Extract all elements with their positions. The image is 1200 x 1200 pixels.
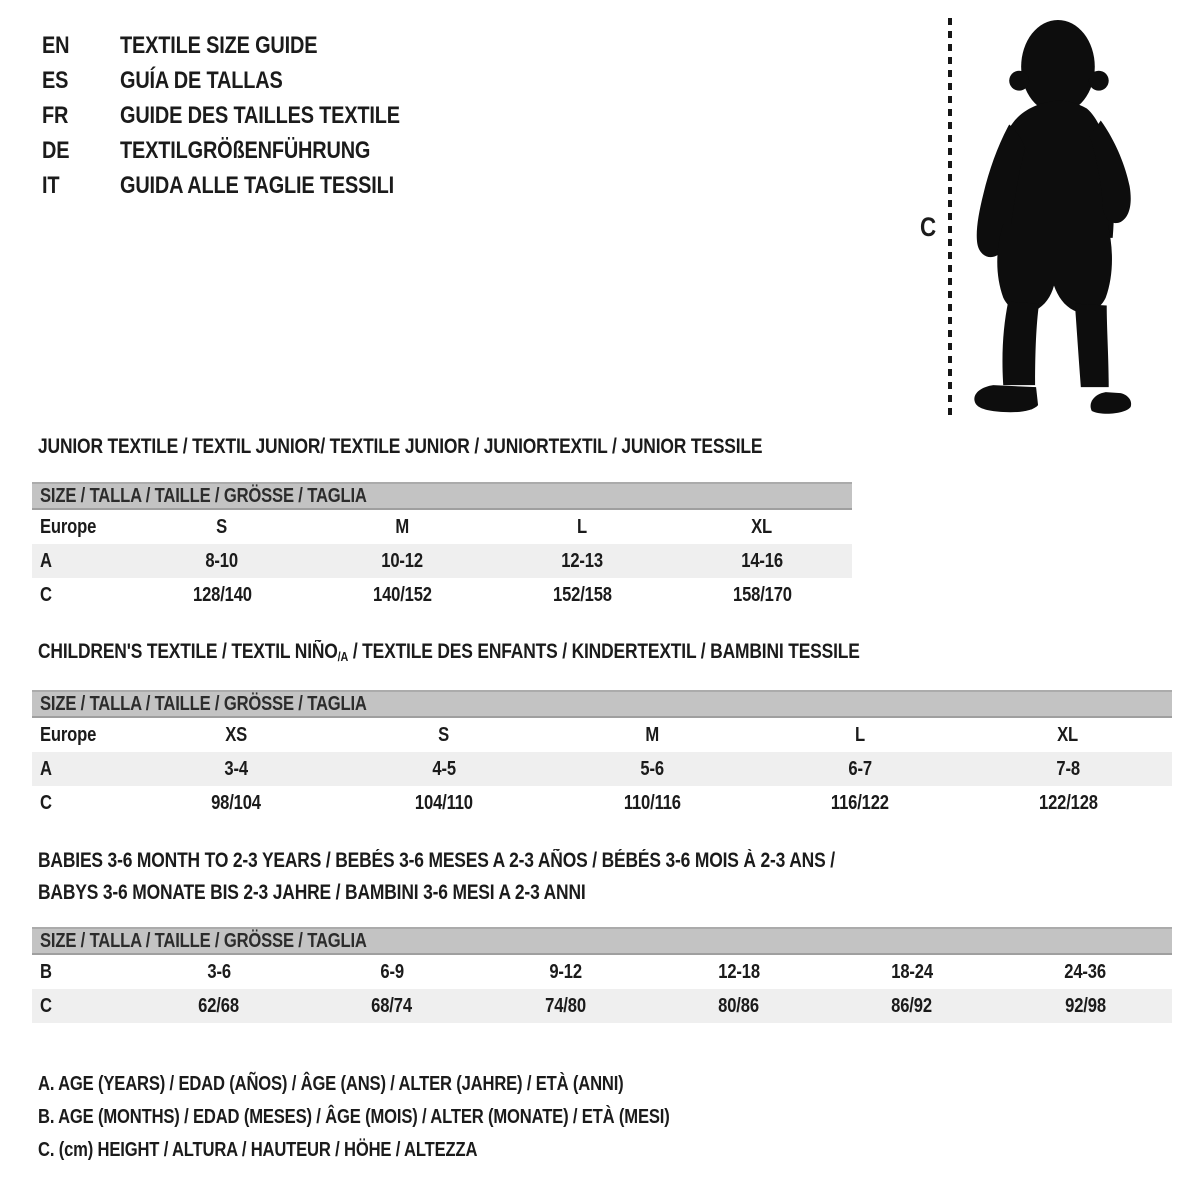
babies-size-header-label: SIZE / TALLA / TAILLE / GRÖSSE / TAGLIA <box>40 930 367 952</box>
children-row-europe-label: Europe <box>40 723 97 746</box>
children-row-height-label: C <box>40 791 52 814</box>
children-section-title-text <box>38 641 860 665</box>
children-age-l: 6-7 <box>848 757 872 780</box>
babies-height-5: 86/92 <box>891 994 933 1017</box>
children-row-age-label: A <box>40 757 52 780</box>
language-row-en <box>42 28 457 63</box>
children-size-s: S <box>438 723 450 746</box>
junior-size-header-label: SIZE / TALLA / TAILLE / GRÖSSE / TAGLIA <box>40 485 367 507</box>
children-size-l: L <box>855 723 865 746</box>
junior-size-s: S <box>216 515 228 538</box>
guide-title-es: GUÍA DE TALLAS <box>120 67 283 94</box>
babies-size-table <box>32 927 1172 1023</box>
children-title-sub: /A <box>337 649 349 664</box>
junior-size-table-header-bar <box>32 482 852 510</box>
junior-size-l: L <box>577 515 587 538</box>
children-height-xs: 98/104 <box>211 791 261 814</box>
babies-months-2: 6-9 <box>380 960 404 983</box>
language-code-it: IT <box>42 172 60 199</box>
language-row-fr <box>42 98 457 133</box>
children-age-s: 4-5 <box>432 757 456 780</box>
children-size-xl: XL <box>1057 723 1079 746</box>
language-title-list <box>42 28 457 203</box>
children-size-m: M <box>645 723 659 746</box>
children-size-table-header-bar <box>32 690 1172 718</box>
children-height-xl: 122/128 <box>1038 791 1098 814</box>
babies-row-months <box>32 955 1172 989</box>
guide-title-fr: GUIDE DES TAILLES TEXTILE <box>120 102 400 129</box>
junior-row-europe-label: Europe <box>40 515 97 538</box>
babies-months-4: 12-18 <box>717 960 760 983</box>
babies-row-height <box>32 989 1172 1023</box>
height-measure-label: C <box>920 212 937 242</box>
babies-height-3: 74/80 <box>544 994 586 1017</box>
height-measure-dashed-line <box>948 18 952 415</box>
babies-height-1: 62/68 <box>198 994 240 1017</box>
junior-row-height-label: C <box>40 583 52 606</box>
legend-height-cm: C. (cm) HEIGHT / ALTURA / HAUTEUR / HÖHE / ALTEZZA <box>38 1139 478 1161</box>
children-table <box>32 718 1172 820</box>
guide-title-en: TEXTILE SIZE GUIDE <box>120 32 318 59</box>
guide-title-it: GUIDA ALLE TAGLIE TESSILI <box>120 172 395 199</box>
junior-size-table <box>32 482 852 612</box>
babies-height-2: 68/74 <box>371 994 413 1017</box>
children-size-table <box>32 690 1172 820</box>
guide-title-de: TEXTILGRÖßENFÜHRUNG <box>120 137 371 164</box>
babies-months-5: 18-24 <box>891 960 933 983</box>
babies-title-line1: BABIES 3-6 MONTH TO 2-3 YEARS / BEBÉS 3-6 MESES A 2-3 AÑOS / BÉBÉS 3-6 MOIS À 2-3 ANS / <box>38 849 835 872</box>
language-code-fr: FR <box>42 102 69 129</box>
measurement-legend <box>38 1068 799 1167</box>
babies-months-1: 3-6 <box>206 960 231 983</box>
children-height-m: 110/116 <box>623 791 681 814</box>
junior-age-l: 12-13 <box>561 549 603 572</box>
toddler-head <box>1021 20 1095 114</box>
children-age-xl: 7-8 <box>1056 757 1080 780</box>
junior-row-height <box>32 578 852 612</box>
junior-age-xl: 14-16 <box>741 549 783 572</box>
children-section-title <box>38 641 1028 665</box>
babies-height-4: 80/86 <box>718 994 760 1017</box>
junior-row-age <box>32 544 852 578</box>
children-size-header-label: SIZE / TALLA / TAILLE / GRÖSSE / TAGLIA <box>40 693 367 715</box>
children-title-prefix: CHILDREN'S TEXTILE / TEXTIL NIÑO <box>38 640 338 663</box>
babies-title-line2: BABYS 3-6 MONATE BIS 2-3 JAHRE / BAMBINI 3-6 MESI A 2-3 ANNI <box>38 881 586 904</box>
junior-section-title-text: JUNIOR TEXTILE / TEXTIL JUNIOR/ TEXTILE JUNIOR / JUNIORTEXTIL / JUNIOR TESSILE <box>38 435 763 458</box>
language-code-de: DE <box>42 137 70 164</box>
children-row-height <box>32 786 1172 820</box>
babies-months-6: 24-36 <box>1064 960 1107 983</box>
children-row-europe <box>32 718 1172 752</box>
junior-height-xl: 158/170 <box>732 583 792 606</box>
junior-age-s: 8-10 <box>205 549 239 572</box>
junior-age-m: 10-12 <box>381 549 423 572</box>
language-row-it <box>42 168 457 203</box>
children-title-suffix: / TEXTILE DES ENFANTS / KINDERTEXTIL / BAMBINI TESSILE <box>348 640 860 663</box>
babies-size-table-header-bar <box>32 927 1172 955</box>
babies-row-height-label: C <box>40 994 52 1017</box>
babies-row-months-label: B <box>40 960 52 983</box>
junior-row-europe <box>32 510 852 544</box>
babies-height-6: 92/98 <box>1064 994 1106 1017</box>
children-height-s: 104/110 <box>415 791 473 814</box>
children-row-age <box>32 752 1172 786</box>
children-size-xs: XS <box>225 723 247 746</box>
children-height-l: 116/122 <box>831 791 889 814</box>
junior-height-m: 140/152 <box>372 583 432 606</box>
language-code-es: ES <box>42 67 69 94</box>
junior-height-s: 128/140 <box>192 583 252 606</box>
children-age-m: 5-6 <box>640 757 664 780</box>
junior-row-age-label: A <box>40 549 52 572</box>
junior-size-m: M <box>395 515 409 538</box>
language-row-es <box>42 63 457 98</box>
babies-section-title <box>38 845 998 909</box>
toddler-silhouette-image <box>963 15 1138 418</box>
babies-months-3: 9-12 <box>549 960 582 983</box>
junior-table <box>32 510 852 612</box>
children-age-xs: 3-4 <box>224 757 248 780</box>
junior-height-l: 152/158 <box>552 583 612 606</box>
babies-table <box>32 955 1172 1023</box>
junior-size-xl: XL <box>751 515 773 538</box>
legend-age-years: A. AGE (YEARS) / EDAD (AÑOS) / ÂGE (ANS) / ALTER (JAHRE) / ETÀ (ANNI) <box>38 1073 624 1095</box>
legend-age-months: B. AGE (MONTHS) / EDAD (MESES) / ÂGE (MOIS) / ALTER (MONATE) / ETÀ (MESI) <box>38 1106 670 1128</box>
language-row-de <box>42 133 457 168</box>
language-code-en: EN <box>42 32 70 59</box>
junior-section-title <box>38 436 911 458</box>
